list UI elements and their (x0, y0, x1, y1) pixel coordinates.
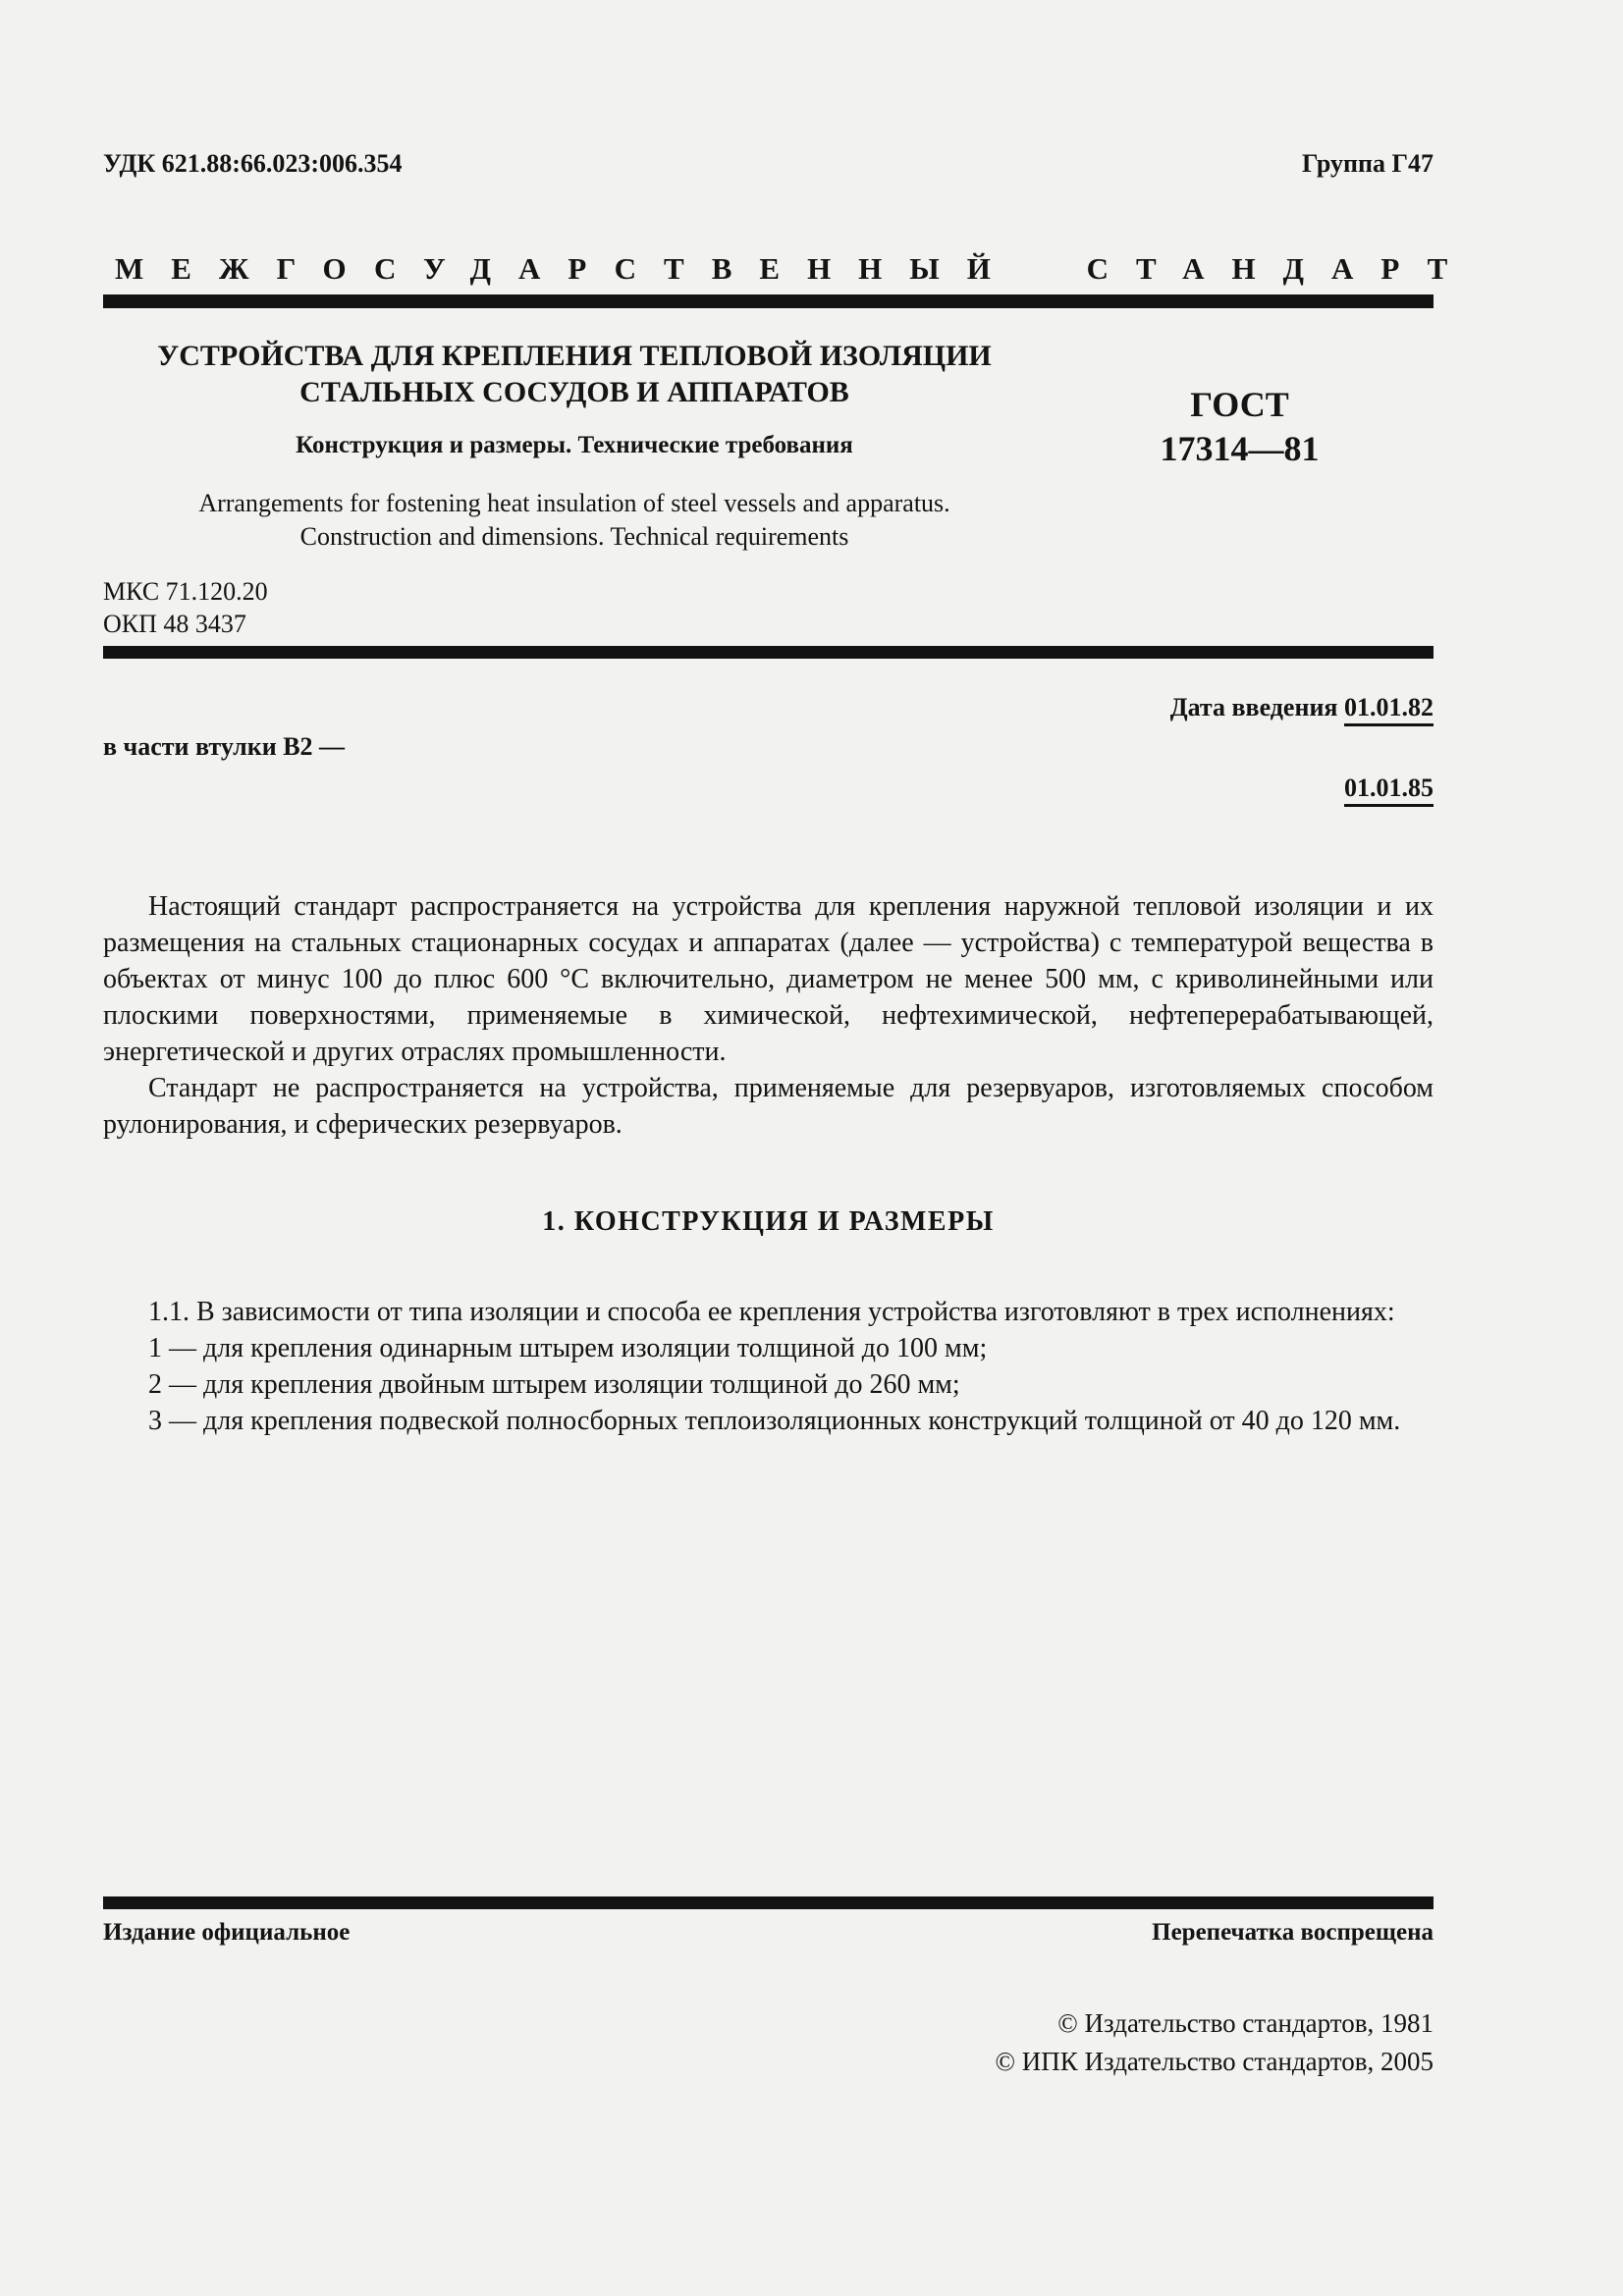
date-line-2 (103, 773, 1434, 804)
title-column (103, 338, 1046, 640)
header-bottom-rule (103, 646, 1434, 659)
group-code: Группа Г47 (1301, 149, 1434, 178)
section-1-heading: 1. КОНСТРУКЦИЯ И РАЗМЕРЫ (542, 1206, 995, 1237)
copyright-line-2: © ИПК Издательство стандартов, 2005 (995, 2047, 1434, 2076)
date-value-2: 01.01.85 (1344, 774, 1434, 807)
introduction-date-line (103, 692, 1434, 723)
scope-paragraph-2: Стандарт не распространяется на устройства, применяемые для резервуаров, изготовляемых способом рулонирования, и сферических резервуаров. (103, 1073, 1434, 1140)
classification-codes (103, 575, 1046, 640)
footer-official-edition: Издание официальное (103, 1919, 351, 1946)
standard-band-title: МЕЖГОСУДАРСТВЕННЫЙ СТАНДАРТ (115, 251, 1476, 286)
page-footer (103, 1896, 1434, 1948)
okp-code: ОКП 48 3437 (103, 610, 246, 638)
introduction-dates (103, 692, 1434, 804)
section-1-body (103, 1294, 1434, 1439)
copyright-line-1: © Издательство стандартов, 1981 (1057, 2008, 1434, 2038)
scope-paragraph-1: Настоящий стандарт распространяется на устройства для крепления наружной тепловой изоляции и их размещения на стальных стационарных сосудах и аппаратах (далее — устройства) с температурой вещества в объектах от минус 100 до плюс 600 °С включительно, диаметром не менее 500 мм, с криволинейными или плоскими поверхностями, применяемые в химической, нефтехимической, нефтеперерабатывающей, энергетической и других отраслях промышленности. (103, 891, 1434, 1067)
list-item-1: 1 — для крепления одинарным штырем изоляции толщиной до 100 мм; (148, 1333, 988, 1363)
footer-row (103, 1917, 1434, 1948)
title-english (103, 487, 1046, 554)
gost-label: ГОСТ (1190, 385, 1289, 424)
list-item-2: 2 — для крепления двойным штырем изоляции толщиной до 260 мм; (148, 1369, 960, 1400)
gost-number: 17314—81 (1160, 429, 1320, 468)
standard-band (103, 249, 1476, 308)
title-english-line-1: Arrangements for fostening heat insulation of steel vessels and apparatus. (198, 489, 950, 517)
footer-rule (103, 1896, 1434, 1909)
document-subtitle: Конструкция и размеры. Технические требования (296, 432, 853, 458)
list-item-3: 3 — для крепления подвеской полносборных теплоизоляционных конструкций толщиной от 40 до 120 мм. (148, 1406, 1401, 1436)
gost-number-block (1046, 338, 1434, 640)
date-note: в части втулки В2 — (103, 732, 346, 761)
title-english-line-2: Construction and dimensions. Technical requirements (299, 522, 849, 551)
meta-row (103, 149, 1434, 179)
title-section (103, 338, 1434, 640)
document-title-line-2: СТАЛЬНЫХ СОСУДОВ И АППАРАТОВ (299, 376, 849, 408)
paragraph-1-1: 1.1. В зависимости от типа изоляции и способа ее крепления устройства изготовляют в трех исполнениях: (148, 1297, 1395, 1327)
scope-section (103, 888, 1434, 1143)
page-content (103, 0, 1476, 1439)
date-label: Дата введения (1169, 693, 1344, 721)
band-rule (103, 294, 1434, 308)
document-title-line-1: УСТРОЙСТВА ДЛЯ КРЕПЛЕНИЯ ТЕПЛОВОЙ ИЗОЛЯЦИИ (157, 340, 992, 372)
mks-code: МКС 71.120.20 (103, 577, 268, 606)
footer-reprint-notice: Перепечатка воспрещена (1152, 1919, 1434, 1946)
copyright-block (996, 2004, 1434, 2081)
udk-code: УДК 621.88:66.023:006.354 (103, 149, 403, 178)
date-value-1: 01.01.82 (1344, 693, 1434, 726)
